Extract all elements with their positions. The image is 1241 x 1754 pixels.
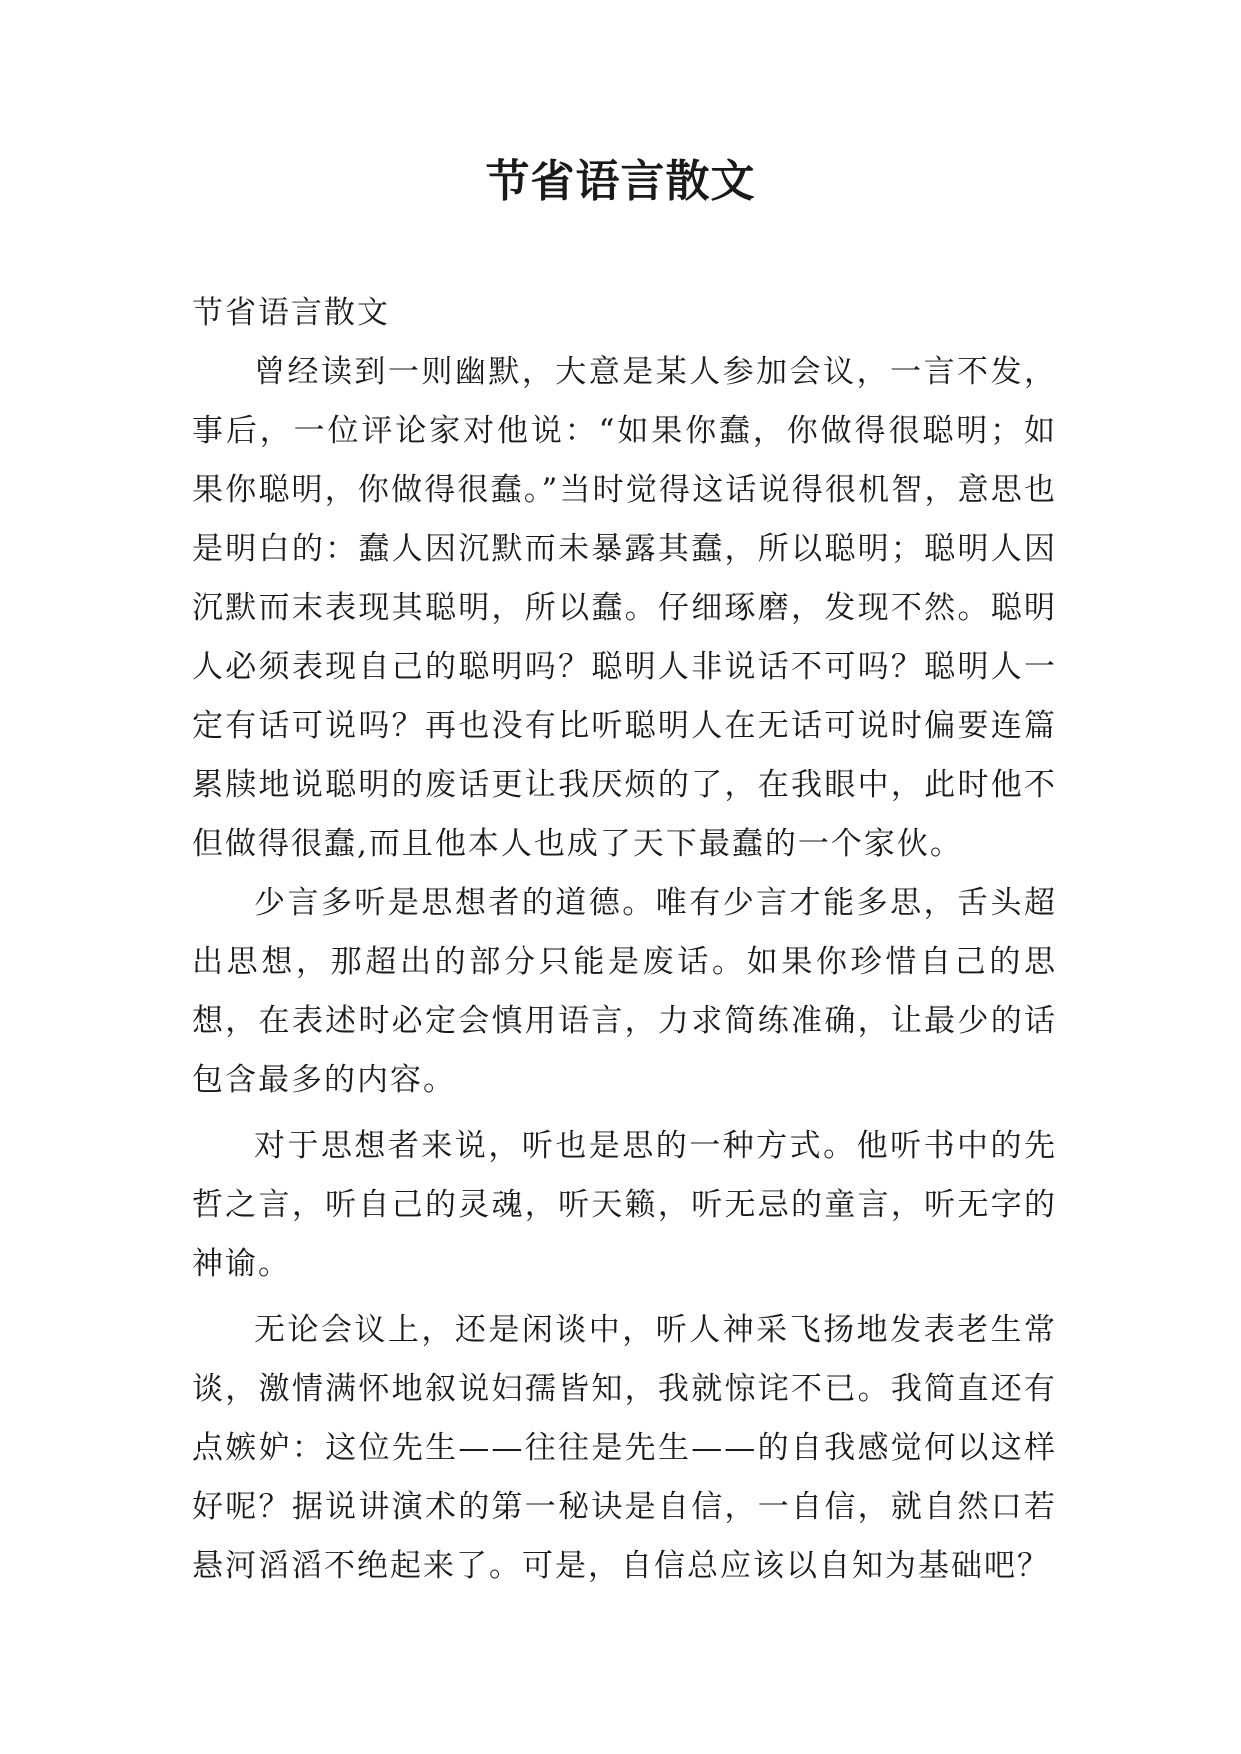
paragraph-4: 无论会议上，还是闲谈中，听人神采飞扬地发表老生常谈，激情满怀地叙说妇孺皆知，我就惊诧不已。我简直还有点嫉妒：这位先生——往往是先生——的自我感觉何以这样好呢？据说讲演术的第一秘诀是自信，一自信，就自然口若悬河滔滔不绝起来了。可是，自信总应该以自知为基础吧？ xyxy=(192,1312,1057,1584)
document-subtitle: 节省语言散文 xyxy=(192,295,390,331)
document-body xyxy=(192,284,1057,1596)
paragraph-2: 少言多听是思想者的道德。唯有少言才能多思，舌头超出思想，那超出的部分只能是废话。如果你珍惜自己的思想，在表述时必定会慎用语言，力求简练准确，让最少的话包含最多的内容。 xyxy=(192,885,1057,1098)
document-title: 节省语言散文 xyxy=(485,156,756,207)
paragraph-1: 曾经读到一则幽默，大意是某人参加会议，一言不发，事后，一位评论家对他说：“如果你蠢，你做得很聪明；如果你聪明，你做得很蠢。”当时觉得这话说得很机智，意思也是明白的：蠢人因沉默而未暴露其蠢，所以聪明；聪明人因沉默而末表现其聪明，所以蠢。仔细琢磨，发现不然。聪明人必须表现自己的聪明吗？聪明人非说话不可吗？聪明人一定有话可说吗？再也没有比听聪明人在无话可说时偏要连篇累牍地说聪明的废话更让我厌烦的了，在我眼中，此时他不但做得很蠢,而且他本人也成了天下最蠢的一个家伙。 xyxy=(192,354,1057,862)
paragraph-3: 对于思想者来说，听也是思的一种方式。他听书中的先哲之言，听自己的灵魂，听天籁，听无忌的童言，听无字的神谕。 xyxy=(192,1128,1057,1282)
